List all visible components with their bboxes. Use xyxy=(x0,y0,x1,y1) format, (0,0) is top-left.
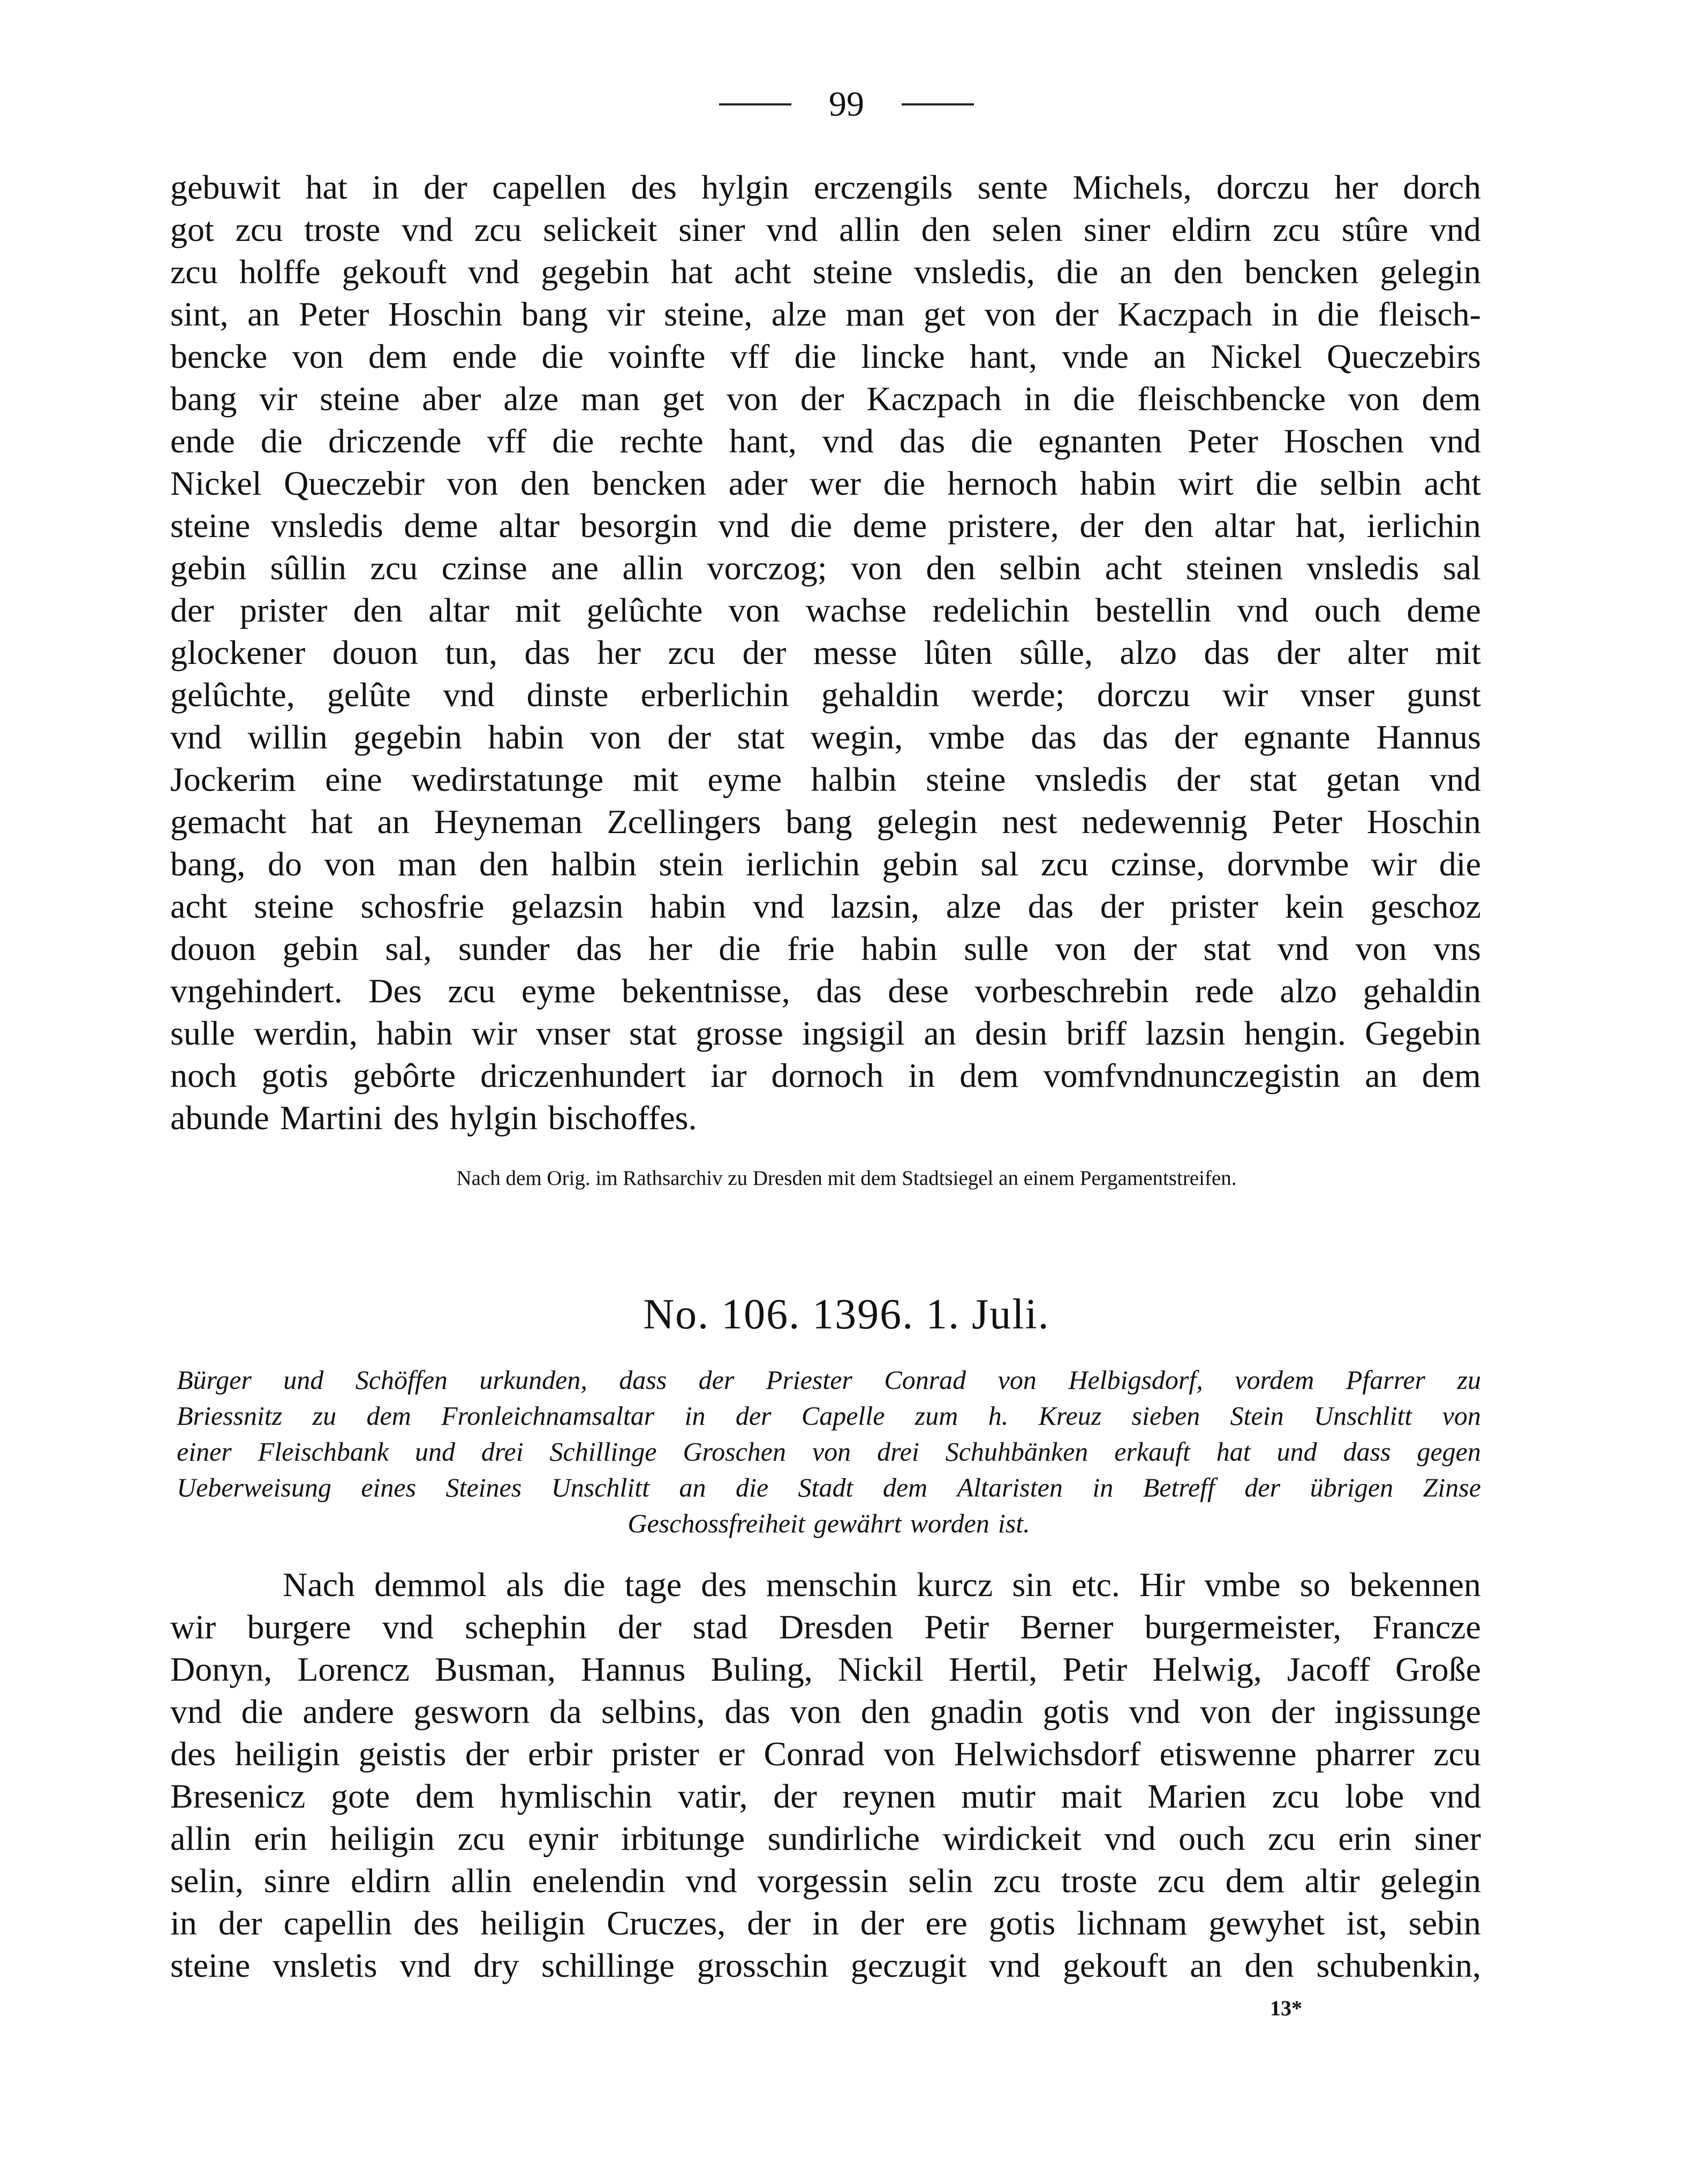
summary-line: Bürger und Schöffen urkunden, dass der Priester Conrad von Helbigsdorf, vordem Pfarrer zu xyxy=(177,1365,1481,1395)
paragraph1-line: Nickel Queczebir von den bencken ader wer die hernoch habin wirt die selbin acht xyxy=(170,464,1481,502)
paragraph2-line: Nach demmol als die tage des menschin kurcz sin etc. Hir vmbe so bekennen xyxy=(283,1566,1481,1604)
header-rule-right xyxy=(902,103,974,105)
page-number: 99 xyxy=(829,85,864,124)
paragraph-charter-106 xyxy=(170,1563,1481,1986)
paragraph1-line: gebin sûllin zcu czinse ane allin vorczog; von den selbin acht steinen vnsledis sal xyxy=(170,549,1481,587)
summary-line: Briessnitz zu dem Fronleichnamsaltar in der Capelle zum h. Kreuz sieben Stein Unschlitt von xyxy=(177,1401,1481,1431)
paragraph2-line: in der capellin des heiligin Cruczes, der in der ere gotis lichnam gewyhet ist, sebin xyxy=(170,1904,1481,1942)
page-header xyxy=(0,80,1693,129)
paragraph1-line: gemacht hat an Heyneman Zcellingers bang gelegin nest nedewennig Peter Hoschin xyxy=(170,803,1481,841)
paragraph2-line: allin erin heiligin zcu eynir irbitunge sundirliche wirdickeit vnd ouch zcu erin siner xyxy=(170,1819,1481,1857)
paragraph1-line: gebuwit hat in der capellen des hylgin erczengils sente Michels, dorczu her dorch xyxy=(170,168,1481,206)
signature-mark: 13* xyxy=(1270,1996,1302,2020)
paragraph1-line: got zcu troste vnd zcu selickeit siner vnd allin den selen siner eldirn zcu stûre vnd xyxy=(170,210,1481,248)
summary-line: Geschossfreiheit gewährt worden ist. xyxy=(628,1508,1030,1538)
paragraph2-line: selin, sinre eldirn allin enelendin vnd vorgessin selin zcu troste zcu dem altir gelegin xyxy=(170,1862,1481,1900)
paragraph1-line: bang, do von man den halbin stein ierlichin gebin sal zcu czinse, dorvmbe wir die xyxy=(170,845,1481,883)
paragraph1-line: abunde Martini des hylgin bischoffes. xyxy=(170,1099,697,1137)
paragraph2-line: wir burgere vnd schephin der stad Dresden Petir Berner burgermeister, Francze xyxy=(170,1608,1481,1646)
paragraph2-line: steine vnsletis vnd dry schillinge grosschin geczugit vnd gekouft an den schubenkin, xyxy=(170,1946,1481,1984)
paragraph1-line: vngehindert. Des zcu eyme bekentnisse, das dese vorbeschrebin rede alzo gehaldin xyxy=(170,972,1481,1010)
paragraph1-line: ende die driczende vff die rechte hant, vnd das die egnanten Peter Hoschen vnd xyxy=(170,422,1481,460)
document-summary xyxy=(177,1362,1481,1541)
summary-line: einer Fleischbank und drei Schillinge Groschen von drei Schuhbänken erkauft hat und dass gegen xyxy=(177,1437,1481,1467)
paragraph2-line: des heiligin geistis der erbir prister er Conrad von Helwichsdorf etiswenne pharrer zcu xyxy=(170,1735,1481,1773)
document-title: No. 106. 1396. 1. Juli. xyxy=(643,1291,1050,1338)
paragraph1-line: douon gebin sal, sunder das her die frie habin sulle von der stat vnd von vns xyxy=(170,929,1481,968)
paragraph1-line: acht steine schosfrie gelazsin habin vnd lazsin, alze das der prister kein geschoz xyxy=(170,887,1481,925)
paragraph2-line: vnd die andere gesworn da selbins, das von den gnadin gotis vnd von der ingissunge xyxy=(170,1692,1481,1730)
paragraph1-line: der prister den altar mit gelûchte von wachse redelichin bestellin vnd ouch deme xyxy=(170,591,1481,629)
summary-line: Ueberweisung eines Steines Unschlitt an die Stadt dem Altaristen in Betreff der übrigen Zinse xyxy=(177,1472,1481,1502)
paragraph1-line: vnd willin gegebin habin von der stat wegin, vmbe das das der egnante Hannus xyxy=(170,718,1481,756)
paragraph1-line: steine vnsledis deme altar besorgin vnd die deme pristere, der den altar hat, ierlichin xyxy=(170,507,1481,545)
paragraph1-line: sulle werdin, habin wir vnser stat grosse ingsigil an desin briff lazsin hengin. Gegebin xyxy=(170,1014,1481,1052)
paragraph1-line: bang vir steine aber alze man get von der Kaczpach in die fleischbencke von dem xyxy=(170,380,1481,418)
paragraph1-line: gelûchte, gelûte vnd dinste erberlichin gehaldin werde; dorczu wir vnser gunst xyxy=(170,676,1481,714)
paragraph1-line: glockener douon tun, das her zcu der messe lûten sûlle, alzo das der alter mit xyxy=(170,633,1481,671)
paragraph1-line: Jockerim eine wedirstatunge mit eyme halbin steine vnsledis der stat getan vnd xyxy=(170,760,1481,798)
paragraph1-line: bencke von dem ende die voinfte vff die lincke hant, vnde an Nickel Queczebirs xyxy=(170,337,1481,375)
header-rule-left xyxy=(719,103,791,105)
paragraph2-line: Donyn, Lorencz Busman, Hannus Buling, Nickil Hertil, Petir Helwig, Jacoff Große xyxy=(170,1650,1481,1688)
paragraph-continued-charter xyxy=(170,166,1481,1139)
paragraph1-line: noch gotis gebôrte driczenhundert iar dornoch in dem vomfvndnunczegistin an dem xyxy=(170,1056,1481,1094)
paragraph2-line: Bresenicz gote dem hymlischin vatir, der reynen mutir mait Marien zcu lobe vnd xyxy=(170,1777,1481,1815)
paragraph1-line: sint, an Peter Hoschin bang vir steine, alze man get von der Kaczpach in die fleisch- xyxy=(170,295,1481,333)
source-note: Nach dem Orig. im Rathsarchiv zu Dresden mit dem Stadtsiegel an einem Pergamentstreifen. xyxy=(456,1167,1237,1190)
paragraph1-line: zcu holffe gekouft vnd gegebin hat acht steine vnsledis, die an den bencken gelegin xyxy=(170,253,1481,291)
